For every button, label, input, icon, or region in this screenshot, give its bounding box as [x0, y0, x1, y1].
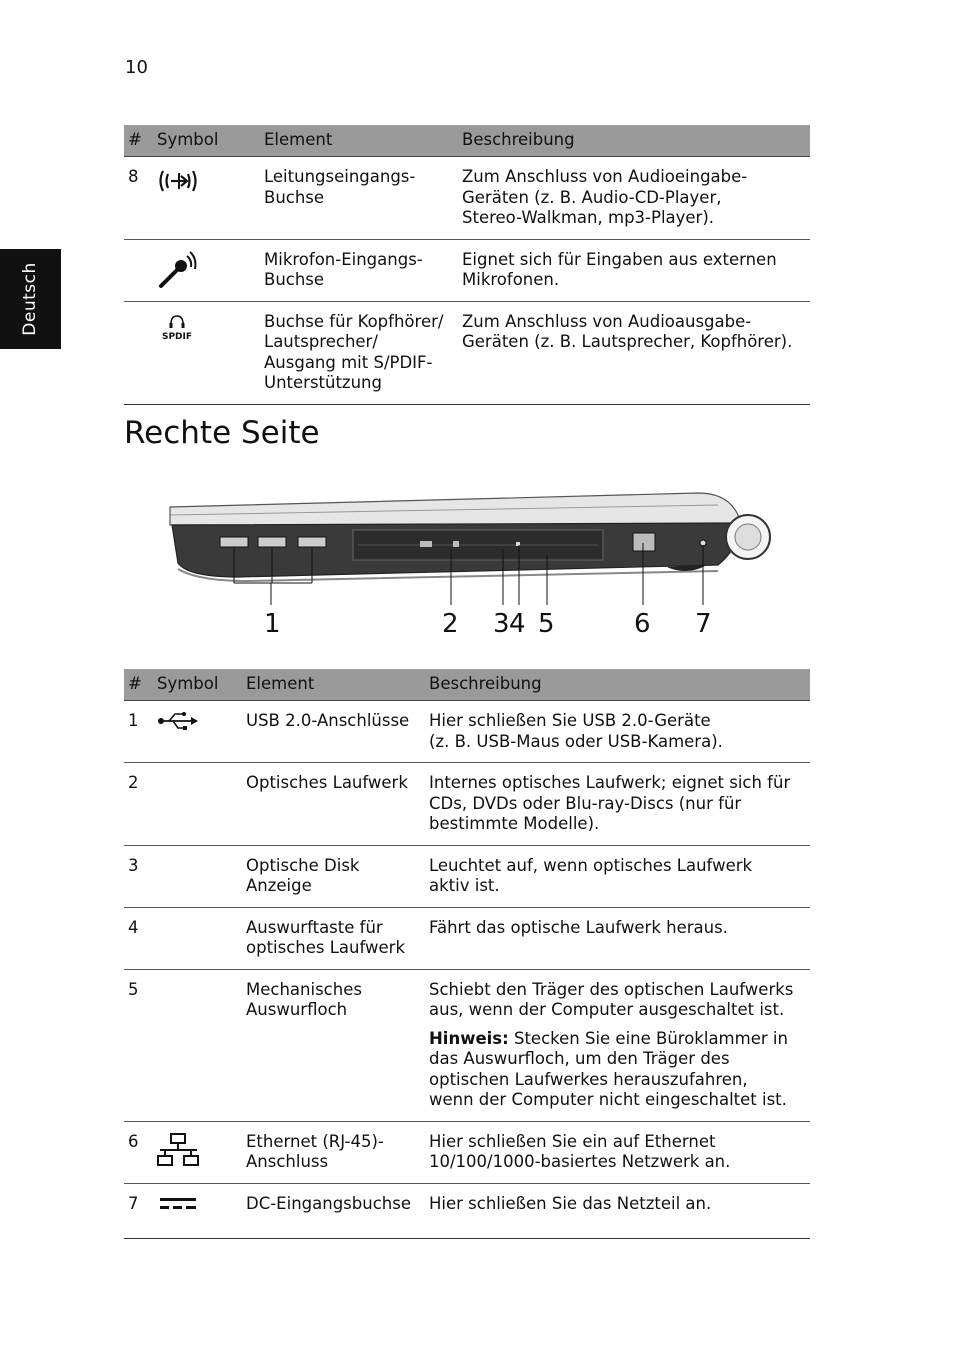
ethernet-icon [153, 1121, 242, 1183]
table-row [124, 301, 810, 404]
element-name: Ethernet (RJ-45)- Anschluss [242, 1121, 425, 1183]
element-name: Auswurftaste für optisches Laufwerk [242, 907, 425, 969]
callout-3: 3 [493, 609, 510, 639]
row-number: 5 [124, 969, 153, 1121]
header-symbol: Symbol [153, 669, 242, 701]
right-side-ports-table [124, 669, 810, 1239]
usb-icon [153, 701, 242, 763]
symbol-cell [153, 969, 242, 1121]
row-number: 7 [124, 1183, 153, 1239]
header-element: Element [260, 125, 458, 157]
element-description: Leuchtet auf, wenn optisches Laufwerk aktiv ist. [425, 845, 810, 907]
element-name: USB 2.0-Anschlüsse [242, 701, 425, 763]
note-text: Stecken Sie eine Büroklammer in das Auswurfloch, um den Träger des optischen Laufwerkes herauszufahren, wenn der Computer nicht eingeschaltet ist. [429, 1028, 788, 1109]
table-header-row [124, 125, 810, 157]
line-in-icon [153, 157, 260, 240]
element-description: Hier schließen Sie das Netzteil an. [425, 1183, 810, 1239]
row-number: 8 [124, 157, 153, 240]
table-row [124, 239, 810, 301]
element-name: Optische Disk Anzeige [242, 845, 425, 907]
element-name: Optisches Laufwerk [242, 763, 425, 846]
audio-ports-table [124, 125, 810, 405]
row-number: 3 [124, 845, 153, 907]
symbol-cell [153, 845, 242, 907]
element-name: DC-Eingangsbuchse [242, 1183, 425, 1239]
header-description: Beschreibung [425, 669, 810, 701]
element-description-cell [425, 969, 810, 1121]
table-row [124, 157, 810, 240]
row-number: 1 [124, 701, 153, 763]
header-symbol: Symbol [153, 125, 260, 157]
callout-4: 4 [509, 609, 526, 639]
element-description: Fährt das optische Laufwerk heraus. [425, 907, 810, 969]
table-row [124, 1121, 810, 1183]
callout-5: 5 [538, 609, 555, 639]
row-number: 4 [124, 907, 153, 969]
header-num: # [124, 669, 153, 701]
element-name: Buchse für Kopfhörer/ Lautsprecher/ Ausgang mit S/PDIF- Unterstützung [260, 301, 458, 404]
language-tab [0, 249, 61, 349]
element-description: Hier schließen Sie USB 2.0-Geräte (z. B. USB-Maus oder USB-Kamera). [425, 701, 810, 763]
element-name: Mechanisches Auswurfloch [242, 969, 425, 1121]
header-description: Beschreibung [458, 125, 810, 157]
page-number: 10 [125, 57, 148, 78]
callout-1: 1 [264, 609, 281, 639]
element-description: Schiebt den Träger des optischen Laufwerks aus, wenn der Computer ausgeschaltet ist. [429, 979, 794, 1019]
element-name: Leitungseingangs- Buchse [260, 157, 458, 240]
element-description: Internes optisches Laufwerk; eignet sich für CDs, DVDs oder Blu-ray-Discs (nur für bestimmte Modelle). [425, 763, 810, 846]
element-name: Mikrofon-Eingangs- Buchse [260, 239, 458, 301]
table-row [124, 763, 810, 846]
svg-text:SPDIF: SPDIF [161, 331, 193, 342]
element-description: Eignet sich für Eingaben aus externen Mikrofonen. [458, 239, 810, 301]
element-description: Zum Anschluss von Audioausgabe- Geräten (z. B. Lautsprecher, Kopfhörer). [458, 301, 810, 404]
note [429, 1029, 806, 1111]
table-header-row [124, 669, 810, 701]
row-number: 6 [124, 1121, 153, 1183]
table-row [124, 907, 810, 969]
callout-6: 6 [634, 609, 651, 639]
header-element: Element [242, 669, 425, 701]
table-row [124, 969, 810, 1121]
section-heading: Rechte Seite [124, 415, 320, 451]
note-label: Hinweis: [429, 1028, 509, 1048]
row-number [124, 301, 153, 404]
row-number [124, 239, 153, 301]
element-description: Hier schließen Sie ein auf Ethernet 10/100/1000-basiertes Netzwerk an. [425, 1121, 810, 1183]
callout-2: 2 [442, 609, 459, 639]
symbol-cell [153, 907, 242, 969]
row-number: 2 [124, 763, 153, 846]
headphone-spdif-icon [153, 301, 260, 404]
table-row [124, 701, 810, 763]
symbol-cell [153, 763, 242, 846]
table-row [124, 845, 810, 907]
element-description: Zum Anschluss von Audioeingabe- Geräten (z. B. Audio-CD-Player, Stereo-Walkman, mp3-Player). [458, 157, 810, 240]
language-tab-label: Deutsch [20, 262, 40, 336]
header-num: # [124, 125, 153, 157]
microphone-icon [153, 239, 260, 301]
laptop-right-side-illustration [158, 485, 778, 645]
callout-7: 7 [695, 609, 712, 639]
dc-in-icon [153, 1183, 242, 1239]
table-row [124, 1183, 810, 1239]
